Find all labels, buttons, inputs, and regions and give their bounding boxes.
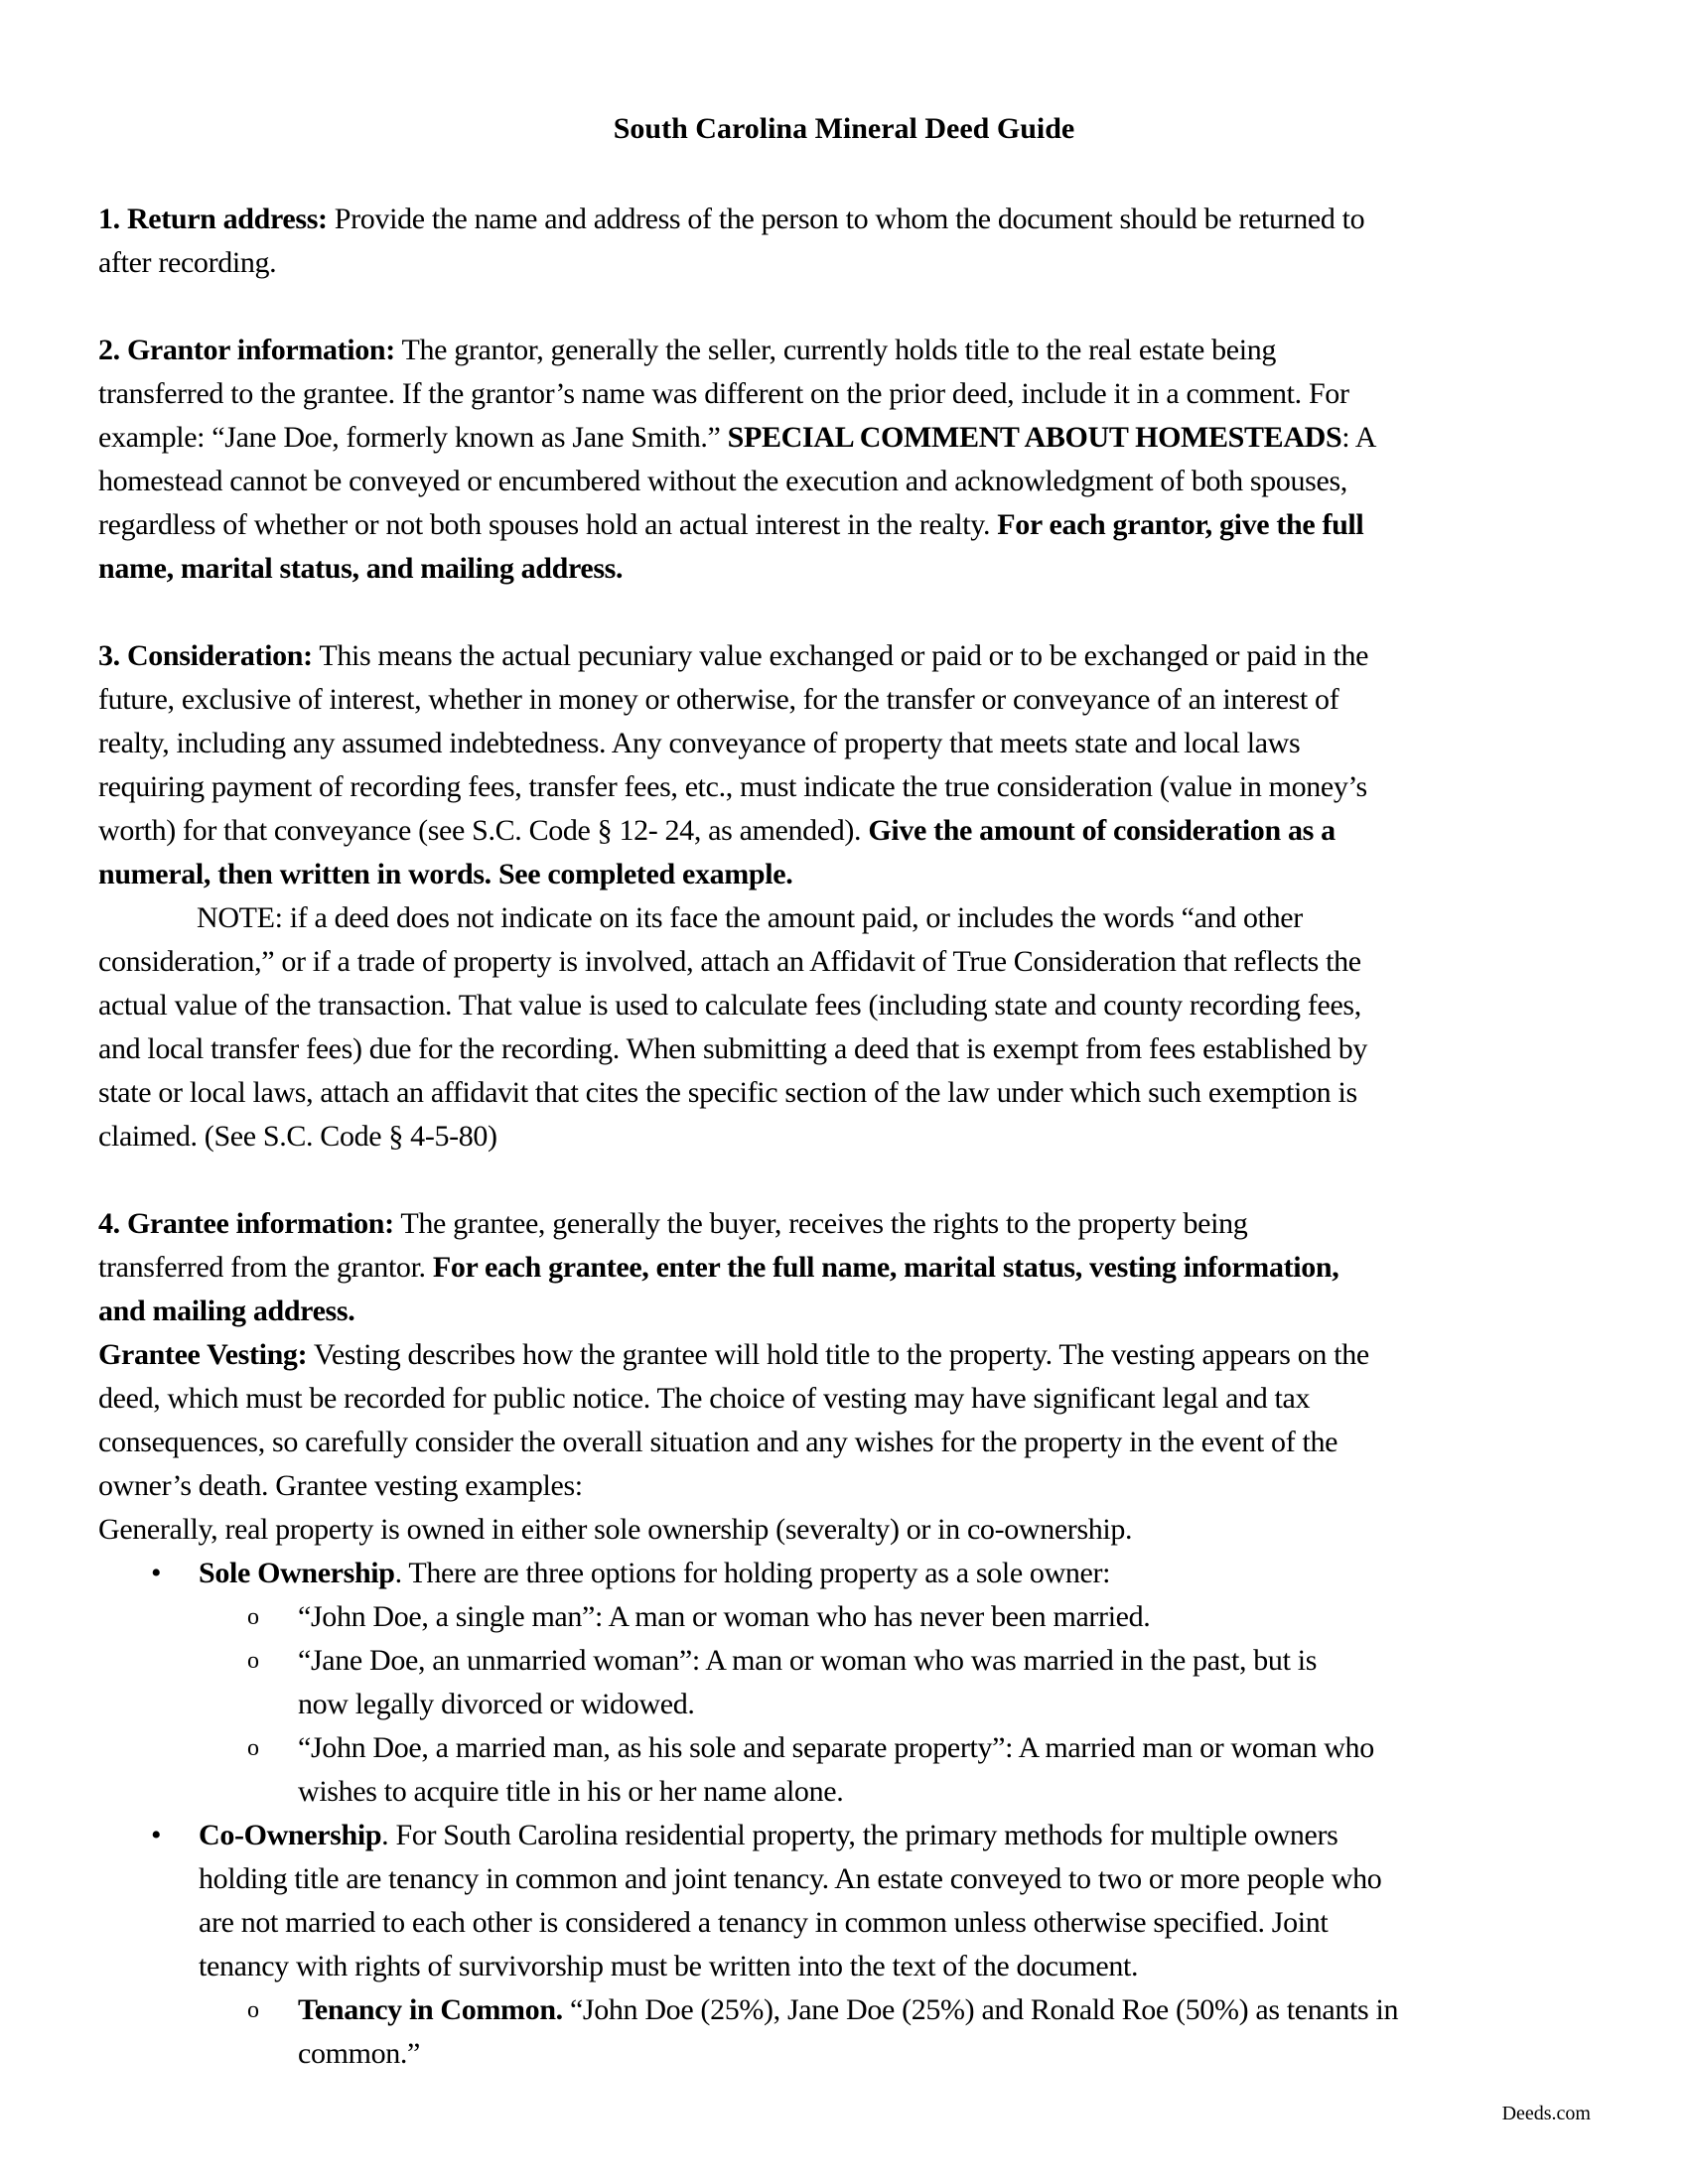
note-line-1: NOTE: if a deed does not indicate on its face the amount paid, or includes the words “and other	[197, 901, 1303, 934]
section-heading: 4. Grantee information:	[98, 1207, 394, 1240]
grantee-vesting-line-4: owner’s death. Grantee vesting examples:	[98, 1469, 583, 1502]
section-consideration-line-3: realty, including any assumed indebtedness. Any conveyance of property that meets state and local laws	[98, 727, 1301, 759]
body-text: The grantee, generally the buyer, receives the rights to the property being	[393, 1207, 1248, 1240]
sole-ownership-label: Sole Ownership	[199, 1557, 395, 1589]
footer-brand: Deeds.com	[1501, 2103, 1591, 2124]
homestead-comment-heading: SPECIAL COMMENT ABOUT HOMESTEADS	[727, 421, 1342, 454]
sole-option-1: “John Doe, a single man”: A man or woman who has never been married.	[298, 1600, 1151, 1633]
tenancy-in-common-label: Tenancy in Common.	[298, 1993, 563, 2026]
section-return-address-line-2: after recording.	[98, 246, 277, 279]
co-ownership-line-4: tenancy with rights of survivorship must be written into the text of the document.	[199, 1950, 1139, 1982]
sole-option-3-line-1: “John Doe, a married man, as his sole and separate property”: A married man or woman who	[298, 1731, 1374, 1764]
ownership-intro: Generally, real property is owned in either sole ownership (severalty) or in co-ownership.	[98, 1513, 1133, 1546]
circle-bullet-icon: o	[247, 1735, 259, 1761]
section-grantor-line-5	[98, 503, 1363, 547]
body-text: This means the actual pecuniary value exchanged or paid or to be exchanged or paid in the	[312, 639, 1369, 672]
body-text: worth) for that conveyance (see S.C. Code § 12- 24, as amended).	[98, 814, 869, 847]
bullet-icon: •	[151, 1819, 162, 1851]
body-text: “John Doe (25%), Jane Doe (25%) and Ronald Roe (50%) as tenants in	[562, 1993, 1399, 2026]
bold-instruction: For each grantee, enter the full name, marital status, vesting information,	[432, 1251, 1339, 1284]
section-return-address-line-1	[98, 198, 1364, 241]
body-text: regardless of whether or not both spouses hold an actual interest in the realty.	[98, 508, 998, 541]
section-grantee-line-1	[98, 1202, 1247, 1246]
circle-bullet-icon: o	[247, 1604, 259, 1630]
co-ownership-label: Co-Ownership	[199, 1819, 382, 1851]
sole-option-2-line-1: “Jane Doe, an unmarried woman”: A man or woman who was married in the past, but is	[298, 1644, 1318, 1677]
body-text: example: “Jane Doe, formerly known as Jane Smith.”	[98, 421, 728, 454]
grantee-vesting-line-1	[98, 1333, 1369, 1377]
body-text: The grantor, generally the seller, currently holds title to the real estate being	[394, 334, 1277, 366]
section-consideration-line-5	[98, 809, 1336, 853]
body-text: Provide the name and address of the person to whom the document should be returned to	[327, 203, 1365, 235]
section-consideration-line-2: future, exclusive of interest, whether in money or otherwise, for the transfer or conveyance of an interest of	[98, 683, 1339, 716]
circle-bullet-icon: o	[247, 1997, 259, 2023]
section-grantor-line-2: transferred to the grantee. If the grantor’s name was different on the prior deed, include it in a comment. For	[98, 377, 1349, 410]
section-grantee-line-2	[98, 1246, 1338, 1290]
section-heading: 1. Return address:	[98, 203, 328, 235]
grantee-vesting-line-2: deed, which must be recorded for public notice. The choice of vesting may have significant legal and tax	[98, 1382, 1311, 1415]
bullet-icon: •	[151, 1557, 162, 1589]
co-ownership-line-2: holding title are tenancy in common and joint tenancy. An estate conveyed to two or more people who	[199, 1862, 1382, 1895]
sole-option-2-line-2: now legally divorced or widowed.	[298, 1688, 695, 1720]
section-consideration-line-1	[98, 634, 1368, 678]
body-text: transferred from the grantor.	[98, 1251, 433, 1284]
sole-option-3-line-2: wishes to acquire title in his or her name alone.	[298, 1775, 844, 1808]
note-line-6: claimed. (See S.C. Code § 4-5-80)	[98, 1120, 497, 1153]
note-line-4: and local transfer fees) due for the recording. When submitting a deed that is exempt from fees established by	[98, 1032, 1367, 1065]
body-text: . For South Carolina residential property, the primary methods for multiple owners	[381, 1819, 1338, 1851]
section-grantee-line-3: and mailing address.	[98, 1295, 355, 1327]
document-title: South Carolina Mineral Deed Guide	[613, 112, 1075, 145]
section-heading: 3. Consideration:	[98, 639, 313, 672]
tenancy-in-common-line-2: common.”	[298, 2037, 421, 2070]
co-ownership-line-1	[199, 1814, 1337, 1857]
bold-instruction: For each grantor, give the full	[997, 508, 1364, 541]
co-ownership-line-3: are not married to each other is considered a tenancy in common unless otherwise specified. Joint	[199, 1906, 1329, 1939]
sole-ownership-line	[199, 1552, 1110, 1595]
body-text: . There are three options for holding property as a sole owner:	[394, 1557, 1111, 1589]
section-grantor-line-6: name, marital status, and mailing address.	[98, 552, 624, 585]
section-heading: 2. Grantor information:	[98, 334, 395, 366]
bold-instruction: Give the amount of consideration as a	[868, 814, 1336, 847]
note-line-5: state or local laws, attach an affidavit that cites the specific section of the law under which such exemption is	[98, 1076, 1357, 1109]
body-text: Vesting describes how the grantee will hold title to the property. The vesting appears on the	[307, 1338, 1369, 1371]
section-grantor-line-3	[98, 416, 1376, 460]
tenancy-in-common-line-1	[298, 1988, 1398, 2032]
section-consideration-line-4: requiring payment of recording fees, transfer fees, etc., must indicate the true consideration (value in money’s	[98, 770, 1367, 803]
section-grantor-line-4: homestead cannot be conveyed or encumbered without the execution and acknowledgment of both spouses,	[98, 465, 1347, 497]
note-line-2: consideration,” or if a trade of property is involved, attach an Affidavit of True Consideration that reflects the	[98, 945, 1361, 978]
grantee-vesting-line-3: consequences, so carefully consider the overall situation and any wishes for the property in the event of the	[98, 1426, 1338, 1458]
circle-bullet-icon: o	[247, 1648, 259, 1674]
note-line-3: actual value of the transaction. That value is used to calculate fees (including state and county recording fees,	[98, 989, 1361, 1022]
subsection-heading: Grantee Vesting:	[98, 1338, 308, 1371]
section-consideration-line-6: numeral, then written in words. See completed example.	[98, 858, 793, 890]
section-grantor-line-1	[98, 329, 1276, 372]
body-text: : A	[1341, 421, 1377, 454]
